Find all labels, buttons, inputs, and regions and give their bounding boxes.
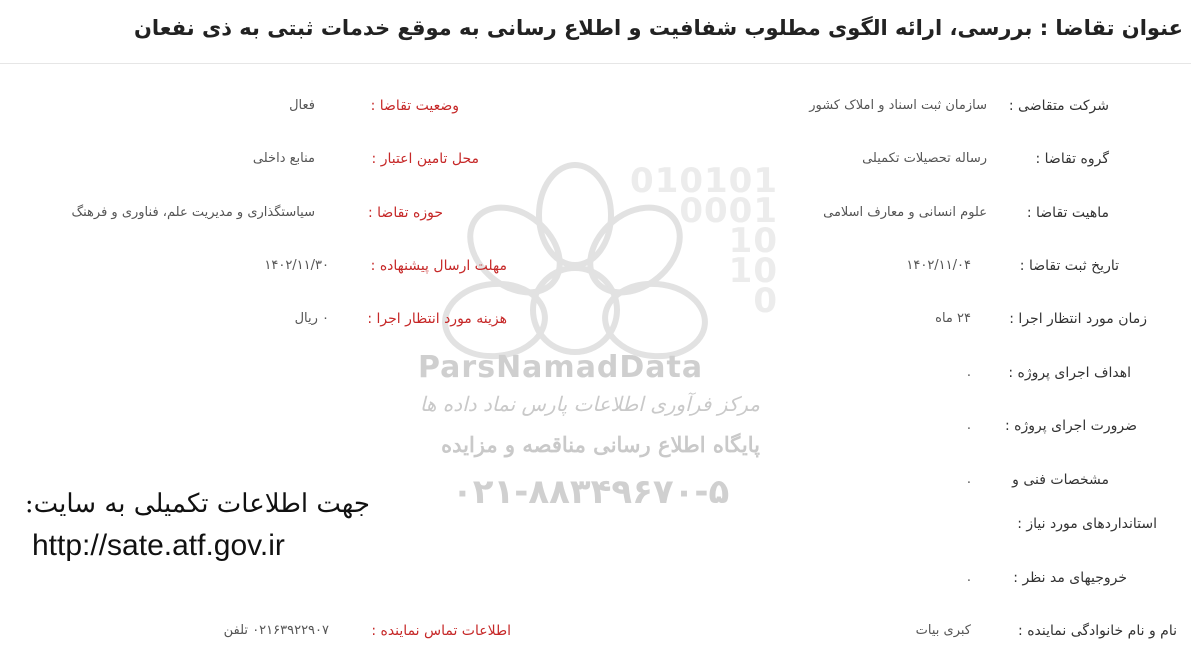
rep-contact-label: اطلاعات تماس نماینده : [371,623,511,639]
domain-value: سیاستگذاری و مدیریت علم، فناوری و فرهنگ [71,205,315,220]
cost-value: ۰ ریال [294,311,329,326]
funding-value: منابع داخلی [252,151,315,166]
goals-value: . [966,365,971,380]
company-label: شرکت متقاضی : [1008,98,1109,114]
promo-url: http://sate.atf.gov.ir [32,529,285,562]
deadline-value: ۱۴۰۲/۱۱/۳۰ [264,258,329,273]
reg-date-value: ۱۴۰۲/۱۱/۰۴ [906,258,971,273]
watermark-flower-icon [400,160,790,520]
watermark-line-1: مرکز فرآوری اطلاعات پارس نماد داده ها [419,392,760,416]
funding-label: محل تامین اعتبار : [371,151,479,167]
outputs-label: خروجیهای مد نظر : [1013,570,1127,586]
promo-banner [24,484,370,576]
page-title: عنوان تقاضا : بررسی، ارائه الگوی مطلوب شفافیت و اطلاع رسانی به موقع خدمات ثبتی به ذی نفعان [134,16,1183,40]
necessity-value: . [966,418,971,433]
group-label: گروه تقاضا : [1035,151,1109,167]
specs-value: . [966,472,971,487]
watermark-digits: 010101 0001 10 10 0 [630,161,778,321]
watermark-brand: ParsNamadData [418,350,704,385]
standards-label: استانداردهای مورد نیاز : [1017,516,1157,532]
watermark-phone: ۰۲۱-۸۸۳۴۹۶۷۰-۵ [452,472,730,512]
specs-label: مشخصات فنی و [1012,472,1109,488]
rep-name-label: نام و نام خانوادگی نماینده : [1018,623,1177,639]
status-value: فعال [289,98,315,113]
nature-value: علوم انسانی و معارف اسلامی [823,205,987,220]
duration-label: زمان مورد انتظار اجرا : [1009,311,1147,327]
rep-name-value: کبری بیات [915,623,971,638]
reg-date-label: تاریخ ثبت تقاضا : [1019,258,1119,274]
status-label: وضعیت تقاضا : [370,98,459,114]
domain-label: حوزه تقاضا : [368,205,443,221]
duration-value: ۲۴ ماه [935,311,971,326]
deadline-label: مهلت ارسال پیشنهاده : [370,258,507,274]
nature-label: ماهیت تقاضا : [1026,205,1109,221]
group-value: رساله تحصیلات تکمیلی [862,151,987,166]
necessity-label: ضرورت اجرای پروژه : [1005,418,1137,434]
watermark-line-2: پایگاه اطلاع رسانی مناقصه و مزایده [441,432,760,457]
promo-heading: جهت اطلاعات تکمیلی به سایت: [24,489,370,519]
goals-label: اهداف اجرای پروژه : [1008,365,1131,381]
watermark [400,160,790,520]
company-value: سازمان ثبت اسناد و املاک کشور [809,98,987,113]
outputs-value: . [966,570,971,585]
rep-contact-value: ۰۲۱۶۳۹۲۲۹۰۷ تلفن [223,623,329,638]
cost-label: هزینه مورد انتظار اجرا : [367,311,507,327]
title-divider [0,63,1191,64]
